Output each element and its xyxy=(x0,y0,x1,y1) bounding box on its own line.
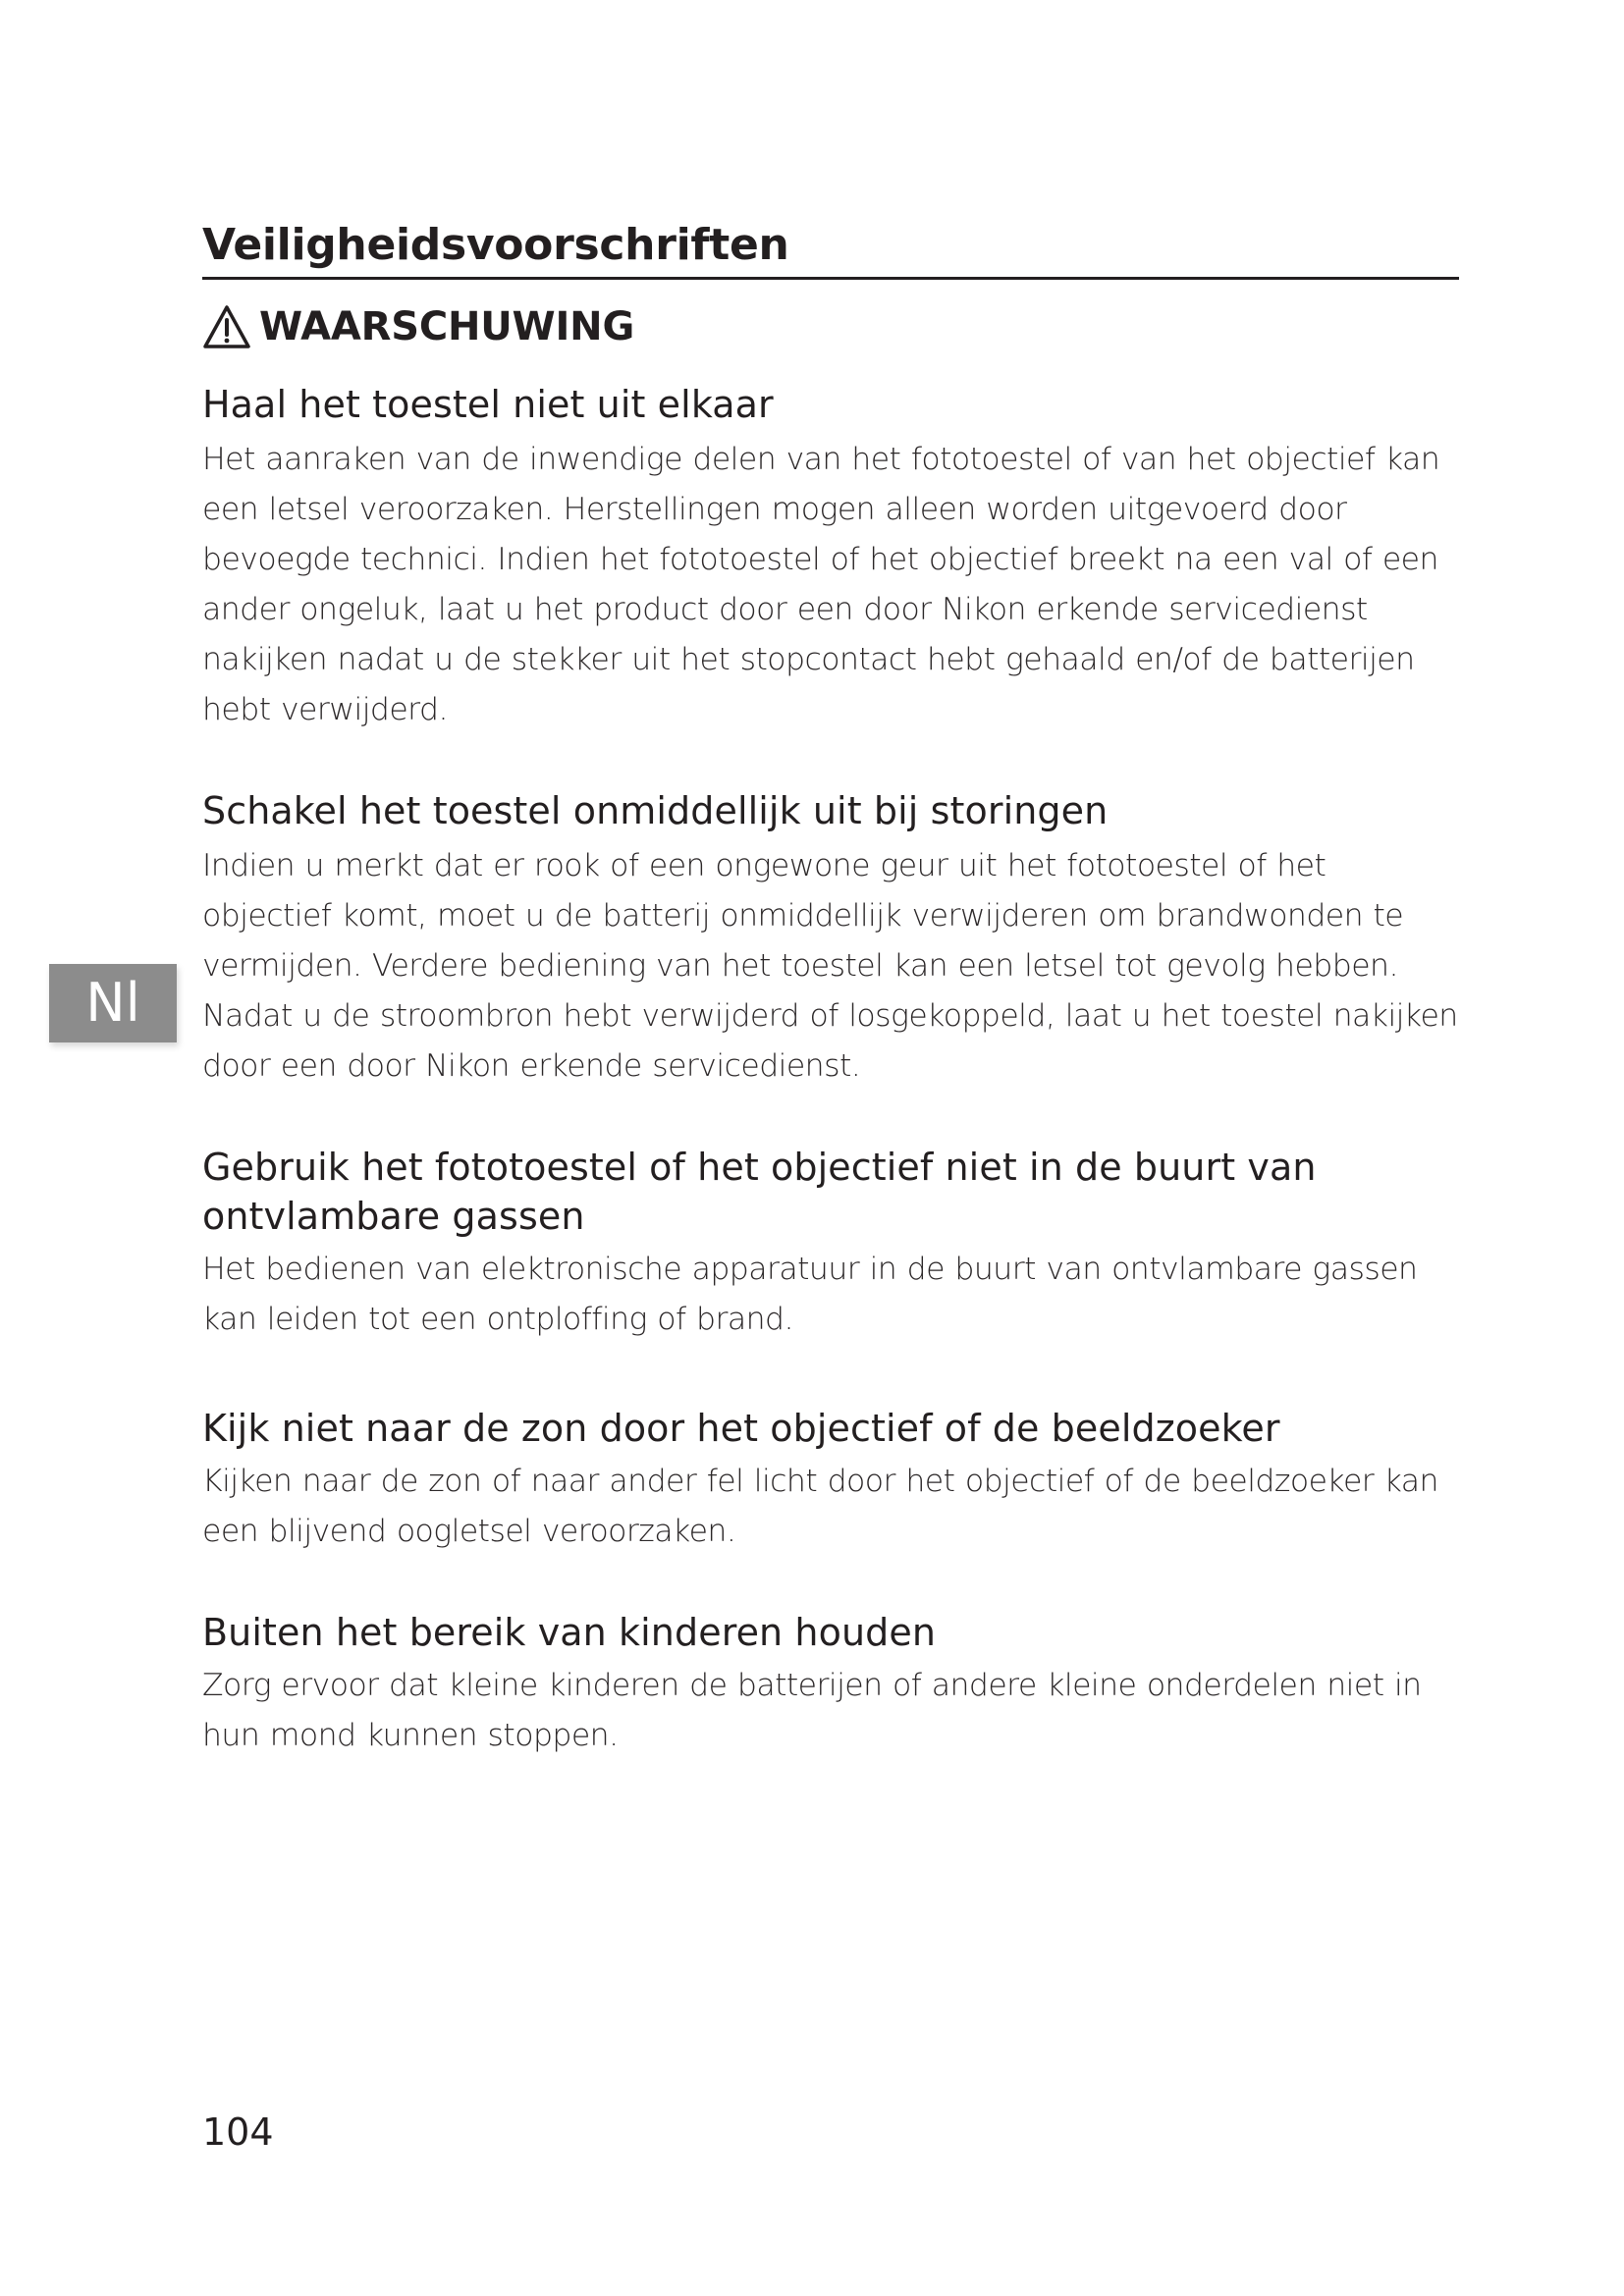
page-number: 104 xyxy=(202,2110,274,2154)
section-body: Het bedienen van elektronische apparatuur in de buurt van ontvlambare gassen kan leiden tot een ontploffing of brand. xyxy=(202,1252,1418,1337)
page-content xyxy=(202,218,1459,1761)
warning-label: WAARSCHUWING xyxy=(259,304,635,349)
warning-triangle-icon xyxy=(202,304,251,349)
section-children xyxy=(202,1608,1459,1761)
section-disassembly xyxy=(202,380,1459,735)
section-flammable-gas xyxy=(202,1143,1459,1345)
page-title: Veiligheidsvoorschriften xyxy=(202,218,1459,280)
section-malfunction xyxy=(202,786,1459,1092)
section-sun xyxy=(202,1404,1459,1557)
section-body: Indien u merkt dat er rook of een ongewone geur uit het fototoestel of het objectief komt, moet u de batterij onmiddellijk verwijderen om brandwonden te vermijden. Verdere bediening van het toestel kan een letsel tot gevolg hebben. Nadat u de stroombron hebt verwijderd of losgekoppeld, laat u het toestel nakijken door een door Nikon erkende servicedienst. xyxy=(202,848,1458,1084)
section-body: Zorg ervoor dat kleine kinderen de batterijen of andere kleine onderdelen niet in hun mond kunnen stoppen. xyxy=(202,1668,1422,1753)
section-heading: Buiten het bereik van kinderen houden xyxy=(202,1611,937,1654)
warning-heading xyxy=(202,297,1459,356)
section-heading: Kijk niet naar de zon door het objectief of de beeldzoeker xyxy=(202,1407,1280,1450)
section-heading: Schakel het toestel onmiddellijk uit bij storingen xyxy=(202,789,1109,832)
section-heading: Haal het toestel niet uit elkaar xyxy=(202,383,774,426)
section-heading: Gebruik het fototoestel of het objectief niet in de buurt van ontvlambare gassen xyxy=(202,1146,1317,1238)
language-tab: Nl xyxy=(49,964,177,1042)
section-body: Kijken naar de zon of naar ander fel licht door het objectief of de beeldzoeker kan een blijvend oogletsel veroorzaken. xyxy=(202,1464,1438,1549)
section-body: Het aanraken van de inwendige delen van het fototoestel of van het objectief kan een letsel veroorzaken. Herstellingen mogen alleen worden uitgevoerd door bevoegde technici. Indien het fototoestel of het objectief breekt na een val of een ander ongeluk, laat u het product door een door Nikon erkende servicedienst nakijken nadat u de stekker uit het stopcontact hebt gehaald en/of de batterijen hebt verwijderd. xyxy=(202,442,1440,727)
